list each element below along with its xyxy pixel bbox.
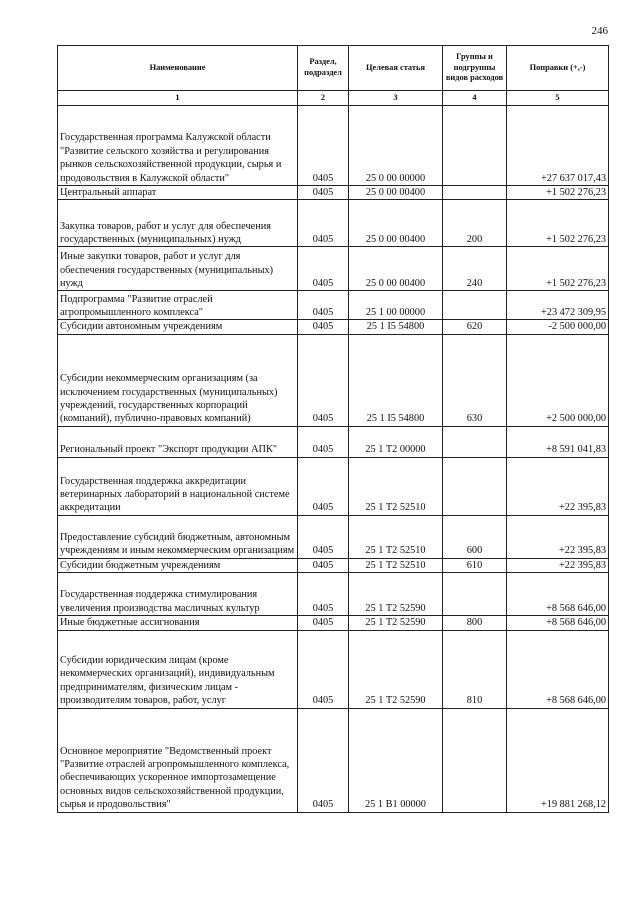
row-group: 800 [443,616,507,630]
header-article: Целевая статья [349,46,443,91]
row-section: 0405 [298,426,349,457]
column-number: 4 [443,91,507,106]
row-group: 810 [443,630,507,708]
table-row [58,457,609,515]
header-row [58,46,609,91]
row-name: Государственная программа Калужской области "Развитие сельского хозяйства и регулирования рынков сельскохозяйственной продукции, сырья и продовольствия в Калужской области" [58,106,298,186]
row-section: 0405 [298,558,349,572]
row-name: Субсидии автономным учреждениям [58,320,298,334]
budget-table [57,45,609,813]
row-amount: +1 502 276,23 [507,186,609,200]
row-name: Иные бюджетные ассигнования [58,616,298,630]
row-amount: +22 395,83 [507,515,609,558]
table-row [58,291,609,320]
row-article: 25 1 T2 52590 [349,630,443,708]
table-row [58,558,609,572]
table-row [58,320,609,334]
header-amount: Поправки (+,-) [507,46,609,91]
row-section: 0405 [298,247,349,291]
row-name: Основное мероприятие "Ведомственный проект "Развитие отраслей агропромышленного комплекса, обеспечивающих ускоренное импортозамещение основных видов сельскохозяйственной продукции, сырья и продовольствия" [58,708,298,812]
row-group: 200 [443,200,507,247]
row-section: 0405 [298,186,349,200]
row-section: 0405 [298,457,349,515]
header-section: Раздел, подраздел [298,46,349,91]
row-article: 25 1 T2 52510 [349,558,443,572]
row-group [443,573,507,616]
row-name: Субсидии юридическим лицам (кроме некоммерческих организаций), индивидуальным предпринимателям, физическим лицам - производителям товаров, работ, услуг [58,630,298,708]
row-article: 25 1 I5 54800 [349,320,443,334]
row-section: 0405 [298,200,349,247]
row-article: 25 1 T2 52590 [349,616,443,630]
row-amount: +8 591 041,83 [507,426,609,457]
row-section: 0405 [298,291,349,320]
header-name: Наименование [58,46,298,91]
row-article: 25 0 00 00400 [349,200,443,247]
row-amount: +22 395,83 [507,558,609,572]
row-amount: +19 881 268,12 [507,708,609,812]
row-name: Иные закупки товаров, работ и услуг для обеспечения государственных (муниципальных) нужд [58,247,298,291]
row-amount: +8 568 646,00 [507,630,609,708]
row-section: 0405 [298,320,349,334]
column-number: 2 [298,91,349,106]
row-group [443,708,507,812]
row-name: Субсидии бюджетным учреждениям [58,558,298,572]
row-name: Подпрограмма "Развитие отраслей агропромышленного комплекса" [58,291,298,320]
row-group: 240 [443,247,507,291]
row-amount: +23 472 309,95 [507,291,609,320]
table-row [58,708,609,812]
row-section: 0405 [298,106,349,186]
row-section: 0405 [298,573,349,616]
row-section: 0405 [298,630,349,708]
row-article: 25 1 T2 52590 [349,573,443,616]
row-article: 25 1 00 00000 [349,291,443,320]
row-amount: +22 395,83 [507,457,609,515]
table-row [58,426,609,457]
row-amount: +2 500 000,00 [507,334,609,426]
row-name: Закупка товаров, работ и услуг для обеспечения государственных (муниципальных) нужд [58,200,298,247]
row-group [443,457,507,515]
column-number: 1 [58,91,298,106]
row-amount: +8 568 646,00 [507,616,609,630]
row-amount: +8 568 646,00 [507,573,609,616]
row-section: 0405 [298,334,349,426]
column-number-row [58,91,609,106]
row-section: 0405 [298,515,349,558]
row-group [443,106,507,186]
row-amount: +1 502 276,23 [507,247,609,291]
page-number: 246 [591,25,608,37]
table-row [58,247,609,291]
row-amount: +27 637 017,43 [507,106,609,186]
table-row [58,616,609,630]
row-article: 25 0 00 00400 [349,186,443,200]
table-row [58,630,609,708]
row-article: 25 1 I5 54800 [349,334,443,426]
row-amount: -2 500 000,00 [507,320,609,334]
row-group [443,186,507,200]
header-group: Группы и подгруппы видов расходов [443,46,507,91]
column-number: 5 [507,91,609,106]
table-row [58,200,609,247]
column-number: 3 [349,91,443,106]
row-section: 0405 [298,708,349,812]
row-group: 600 [443,515,507,558]
row-name: Государственная поддержка аккредитации ветеринарных лабораторий в национальной системе аккредитации [58,457,298,515]
row-group: 630 [443,334,507,426]
row-group [443,291,507,320]
row-article: 25 1 B1 00000 [349,708,443,812]
table-row [58,573,609,616]
row-article: 25 1 T2 52510 [349,515,443,558]
row-article: 25 0 00 00000 [349,106,443,186]
table-row [58,334,609,426]
row-section: 0405 [298,616,349,630]
row-article: 25 1 T2 52510 [349,457,443,515]
table-row [58,186,609,200]
row-article: 25 1 T2 00000 [349,426,443,457]
row-amount: +1 502 276,23 [507,200,609,247]
table-row [58,106,609,186]
row-group: 620 [443,320,507,334]
row-group: 610 [443,558,507,572]
row-name: Центральный аппарат [58,186,298,200]
row-name: Государственная поддержка стимулирования увеличения производства масличных культур [58,573,298,616]
row-name: Предоставление субсидий бюджетным, автономным учреждениям и иным некоммерческим организациям [58,515,298,558]
row-group [443,426,507,457]
table-row [58,515,609,558]
row-name: Субсидии некоммерческим организациям (за исключением государственных (муниципальных) учреждений, государственных корпораций (компаний), публично-правовых компаний) [58,334,298,426]
row-article: 25 0 00 00400 [349,247,443,291]
row-name: Региональный проект "Экспорт продукции АПК" [58,426,298,457]
